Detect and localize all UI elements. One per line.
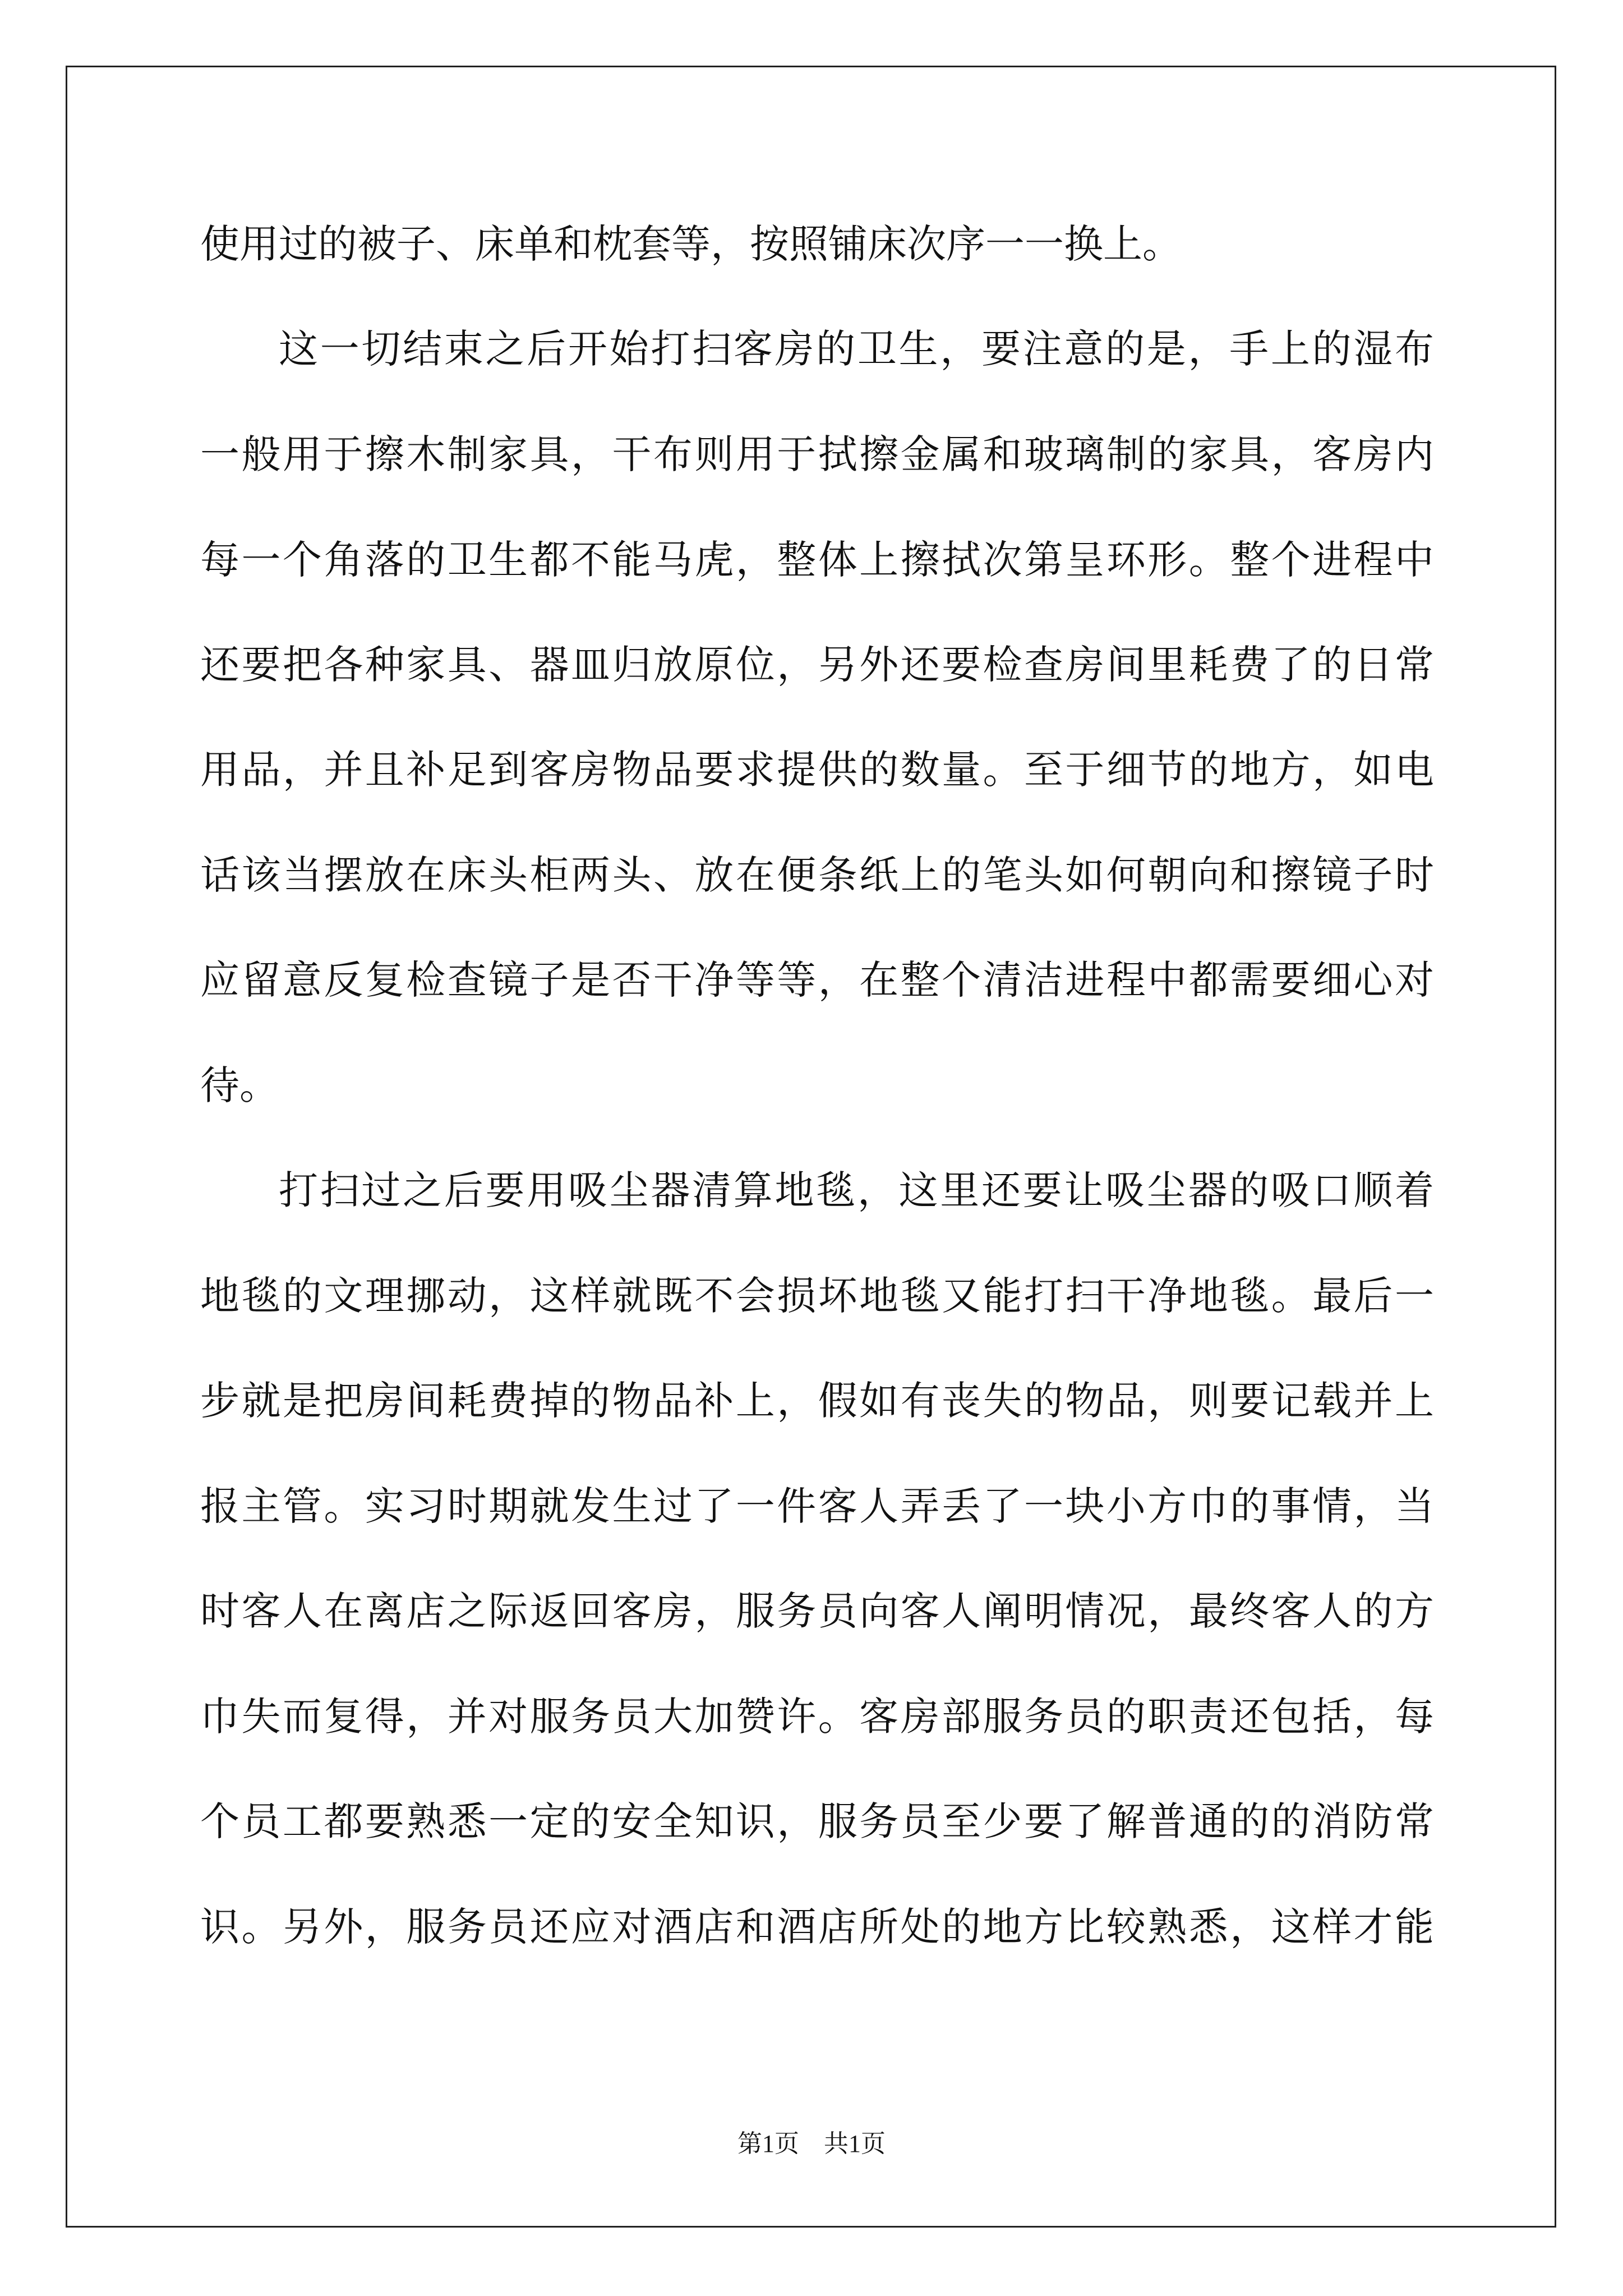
text-line: 还要把各种家具、器皿归放原位，另外还要检查房间里耗费了的日常: [200, 642, 1434, 688]
text-line: 报主管。实习时期就发生过了一件客人弄丢了一块小方巾的事情，当: [200, 1483, 1434, 1529]
text-line: 使用过的被子、床单和枕套等，按照铺床次序一一换上。: [200, 221, 1182, 267]
text-line: 每一个角落的卫生都不能马虎，整体上擦拭次第呈环形。整个进程中: [200, 537, 1434, 583]
text-line: 一般用于擦木制家具，干布则用于拭擦金属和玻璃制的家具，客房内: [200, 431, 1434, 477]
paragraph-first-line: 这一切结束之后开始打扫客房的卫生，要注意的是，手上的湿布: [279, 326, 1434, 372]
text-line: 话该当摆放在床头柜两头、放在便条纸上的笔头如何朝向和擦镜子时: [200, 852, 1434, 898]
text-line: 地毯的文理挪动，这样就既不会损坏地毯又能打扫干净地毯。最后一: [200, 1273, 1434, 1319]
text-line: 应留意反复检查镜子是否干净等等，在整个清洁进程中都需要细心对: [200, 957, 1434, 1003]
text-line: 识。另外，服务员还应对酒店和酒店所处的地方比较熟悉，这样才能: [200, 1904, 1434, 1950]
text-line: 步就是把房间耗费掉的物品补上，假如有丧失的物品，则要记载并上: [200, 1378, 1434, 1424]
text-line: 个员工都要熟悉一定的安全知识，服务员至少要了解普通的的消防常: [200, 1798, 1434, 1844]
text-line: 巾失而复得，并对服务员大加赞许。客房部服务员的职责还包括，每: [200, 1694, 1434, 1740]
text-line: 用品，并且补足到客房物品要求提供的数量。至于细节的地方，如电: [200, 747, 1434, 793]
paragraph-first-line: 打扫过之后要用吸尘器清算地毯，这里还要让吸尘器的吸口顺着: [279, 1167, 1434, 1213]
page-number-footer: 第1页 共1页: [737, 2130, 886, 2157]
text-line: 时客人在离店之际返回客房，服务员向客人阐明情况，最终客人的方: [200, 1588, 1434, 1634]
text-line: 待。: [200, 1062, 279, 1108]
